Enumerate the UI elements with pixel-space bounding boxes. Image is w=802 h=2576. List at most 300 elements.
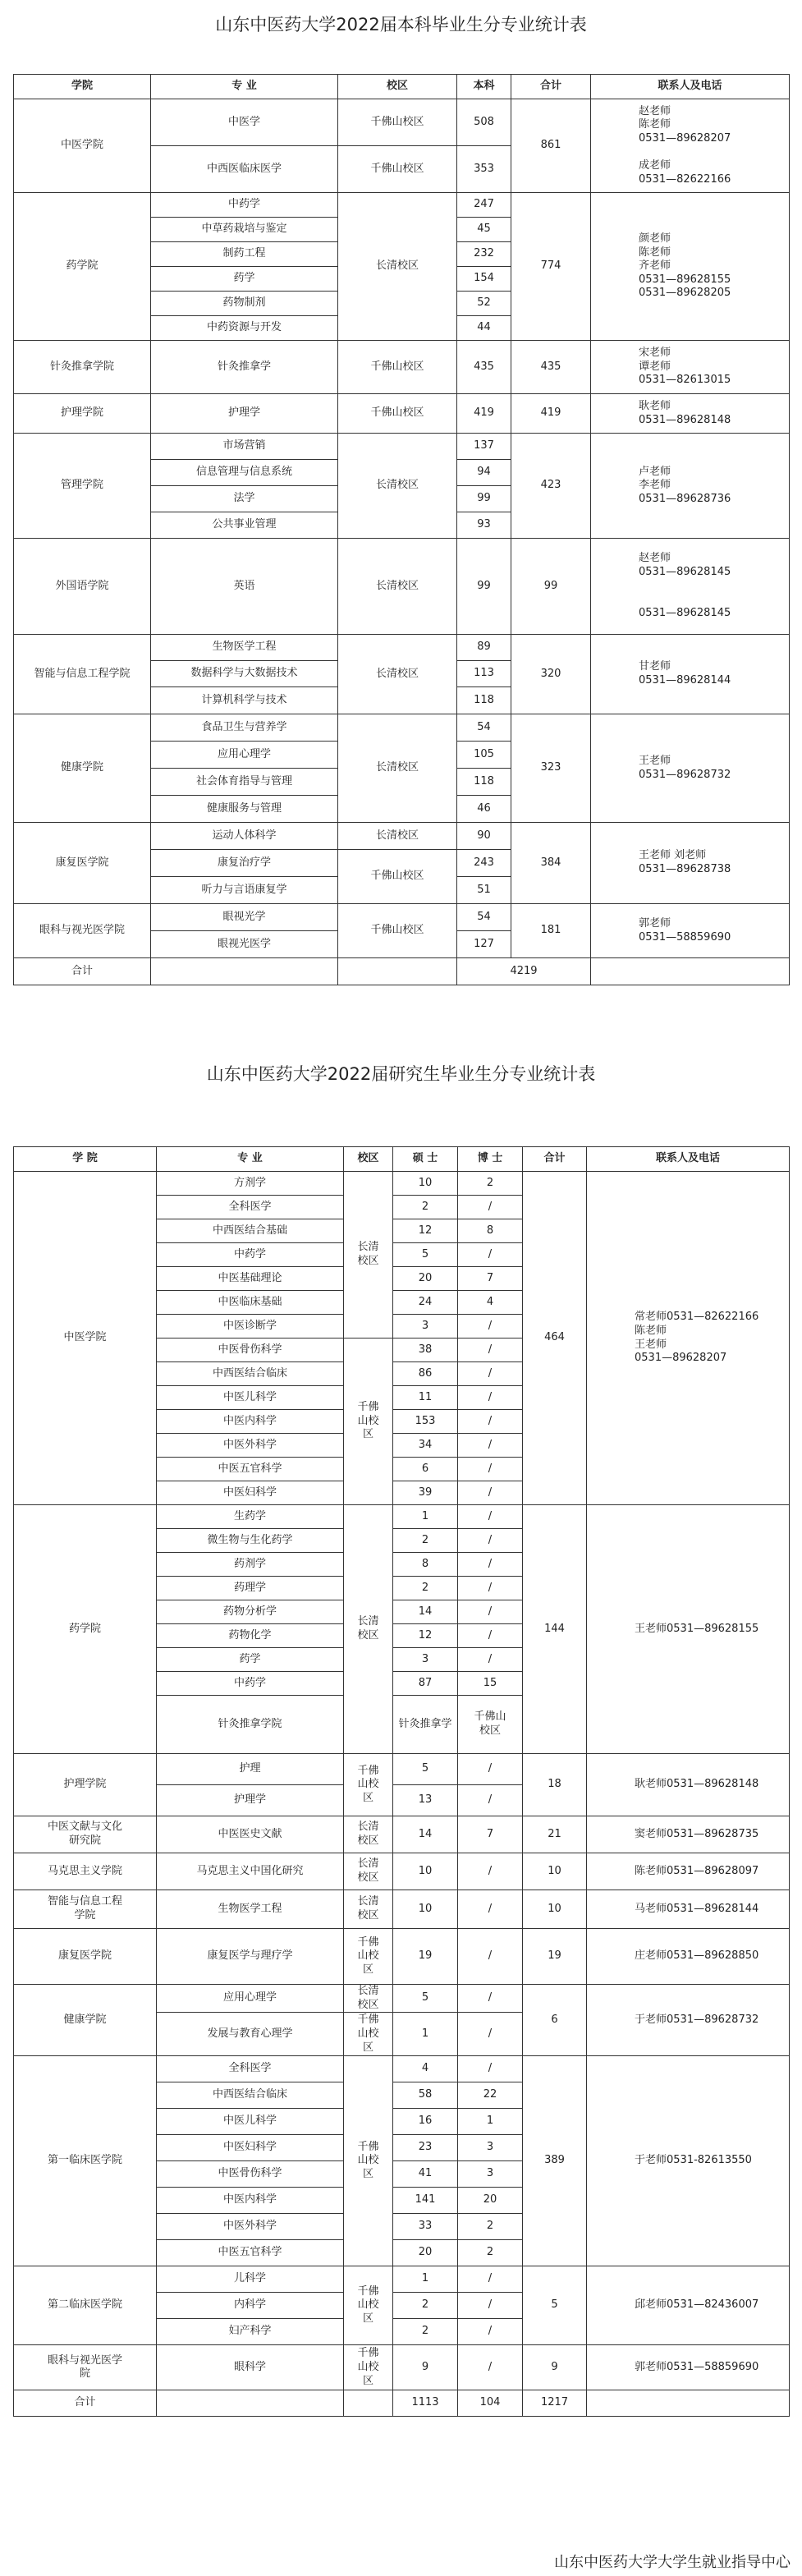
cell-major: 护理学: [157, 1785, 344, 1816]
cell-master: 34: [393, 1434, 458, 1458]
cell-doctor: 104: [458, 2390, 523, 2417]
cell-master: 14: [393, 1600, 458, 1624]
cell-college: 康复医学院: [14, 1929, 157, 1985]
cell-major: 中医妇科学: [157, 2135, 344, 2161]
cell-master: 9: [393, 2345, 458, 2390]
cell-major: 微生物与生化药学: [157, 1529, 344, 1553]
cell-major: 中医内科学: [157, 1410, 344, 1434]
cell-doctor: 7: [458, 1816, 523, 1853]
cell-doctor: 2: [458, 2214, 523, 2240]
cell-campus: 千佛山校区: [458, 1696, 523, 1754]
cell-doctor: /: [458, 1386, 523, 1410]
cell-doctor: /: [458, 1985, 523, 2013]
column-header: 校区: [338, 75, 457, 99]
cell-major: 中医妇科学: [157, 1481, 344, 1505]
cell-major: 针灸推拿学: [151, 341, 338, 394]
cell-doctor: /: [458, 1785, 523, 1816]
cell-college: 合计: [14, 958, 151, 985]
cell-master: 2: [393, 2293, 458, 2319]
contact-line: 0531—82613015: [639, 374, 731, 387]
cell-master: 20: [393, 1267, 458, 1291]
cell-total: 4219: [457, 958, 591, 985]
contact-line: 齐老师: [639, 259, 671, 273]
cell-contact: [591, 904, 790, 958]
cell-contact: [587, 1172, 790, 1505]
cell-total: 1217: [523, 2390, 587, 2417]
cell-college: 眼科与视光医学院: [14, 904, 151, 958]
table-row: [14, 99, 790, 146]
column-header: 学 院: [14, 1147, 157, 1172]
cell-doctor: /: [458, 1577, 523, 1600]
cell-contact: [591, 714, 790, 823]
table-row: [14, 1816, 790, 1853]
column-header: 合计: [523, 1147, 587, 1172]
contact-line: 于老师0531—89628732: [635, 2013, 759, 2026]
contact-line: 0531—89628736: [639, 492, 731, 505]
cell-campus: 千佛山校区: [344, 2013, 393, 2056]
cell-major: 生物医学工程: [157, 1890, 344, 1929]
cell-count: 137: [457, 434, 511, 460]
cell-major: 药物化学: [157, 1624, 344, 1648]
cell-doctor: 20: [458, 2188, 523, 2214]
cell-major: 应用心理学: [151, 742, 338, 769]
cell-campus: 千佛山校区: [344, 2266, 393, 2345]
cell-doctor: /: [458, 1196, 523, 1219]
cell-major: 中药学: [151, 193, 338, 218]
cell-master: 41: [393, 2161, 458, 2188]
cell-college: 管理学院: [14, 434, 151, 539]
cell-major: 全科医学: [157, 1196, 344, 1219]
contact-line: 0531—82622166: [639, 172, 731, 186]
table-row: [14, 1890, 790, 1929]
cell-major: 眼科学: [157, 2345, 344, 2390]
column-header: 校区: [344, 1147, 393, 1172]
undergrad-stats-table: [13, 74, 790, 985]
cell-contact: [591, 823, 790, 904]
table-row: [14, 635, 790, 661]
cell-master: 20: [393, 2240, 458, 2266]
cell-campus: 千佛山校区: [338, 99, 457, 146]
contact-line: 0531—89628732: [639, 768, 731, 781]
cell-major: 数据科学与大数据技术: [151, 661, 338, 687]
cell-college: 智能与信息工程学院: [14, 635, 151, 714]
cell-college: 中医学院: [14, 1172, 157, 1505]
cell-master: 24: [393, 1291, 458, 1315]
cell-major: 健康服务与管理: [151, 796, 338, 823]
cell-count: 93: [457, 512, 511, 539]
cell-contact: [587, 2390, 790, 2417]
table-row: [14, 2266, 790, 2293]
table-header-row: [14, 75, 790, 99]
cell-contact: [587, 2266, 790, 2345]
cell-total: 9: [523, 2345, 587, 2390]
cell-count: 118: [457, 769, 511, 796]
cell-major: 中医外科学: [157, 2214, 344, 2240]
cell-total: 464: [523, 1172, 587, 1505]
cell-major: 制药工程: [151, 242, 338, 267]
cell-doctor: /: [458, 2266, 523, 2293]
column-header: 专 业: [151, 75, 338, 99]
contact-line: 0531—89628738: [639, 863, 731, 875]
cell-campus: 长清校区: [338, 714, 457, 823]
table-row: [14, 394, 790, 434]
cell-major: 法学: [151, 486, 338, 512]
cell-total: 144: [523, 1505, 587, 1754]
cell-doctor: /: [458, 2056, 523, 2082]
cell-college: 药学院: [14, 193, 151, 341]
table-row: [14, 1754, 790, 1785]
cell-doctor: /: [458, 1890, 523, 1929]
cell-major: 信息管理与信息系统: [151, 460, 338, 486]
cell-doctor: 22: [458, 2082, 523, 2109]
table-row: [14, 1929, 790, 1985]
cell-major: 中医医史文献: [157, 1816, 344, 1853]
contact-line: 庄老师0531—89628850: [635, 1949, 759, 1963]
cell-major: 中医五官科学: [157, 1458, 344, 1481]
cell-campus: 千佛山校区: [338, 904, 457, 958]
cell-major: 眼视光医学: [151, 931, 338, 958]
cell-campus: 千佛山校区: [344, 1929, 393, 1985]
cell-major: 社会体育指导与管理: [151, 769, 338, 796]
cell-college: 第一临床医学院: [14, 2056, 157, 2266]
table-header-row: [14, 1147, 790, 1172]
cell-contact: [587, 2345, 790, 2390]
cell-doctor: 15: [458, 1672, 523, 1696]
cell-total: 21: [523, 1816, 587, 1853]
cell-master: 87: [393, 1672, 458, 1696]
cell-count: 419: [457, 394, 511, 434]
cell-master: 5: [393, 1985, 458, 2013]
cell-count: 113: [457, 661, 511, 687]
cell-doctor: 1: [458, 2109, 523, 2135]
cell-major: 马克思主义中国化研究: [157, 1853, 344, 1890]
contact-line: 郭老师: [639, 916, 671, 930]
cell-major: 中医学: [151, 99, 338, 146]
cell-campus: 千佛山校区: [338, 341, 457, 394]
cell-college: 健康学院: [14, 714, 151, 823]
cell-doctor: 3: [458, 2135, 523, 2161]
cell-contact: [587, 1816, 790, 1853]
contact-line: 陈老师0531—89628097: [635, 1864, 759, 1877]
cell-major: 康复治疗学: [151, 850, 338, 877]
cell-doctor: /: [458, 1315, 523, 1339]
cell-doctor: /: [458, 1648, 523, 1672]
contact-line: 耿老师: [639, 399, 671, 412]
contact-line: 王老师: [639, 754, 671, 767]
cell-contact: [587, 1929, 790, 1985]
grad-stats-table: [13, 1146, 790, 2417]
cell-total: 5: [523, 2266, 587, 2345]
cell-count: 94: [457, 460, 511, 486]
cell-count: 54: [457, 714, 511, 742]
cell-college: 针灸推拿学院: [157, 1696, 344, 1754]
table-row: [14, 1172, 790, 1196]
cell-campus: 长清校区: [338, 635, 457, 714]
cell-major: 中药学: [157, 1243, 344, 1267]
cell-campus: 长清校区: [344, 1890, 393, 1929]
cell-master: 2: [393, 1577, 458, 1600]
cell-major: 英语: [151, 539, 338, 635]
cell-contact: [587, 1754, 790, 1816]
table-row: [14, 2056, 790, 2082]
contact-line: 李老师: [639, 479, 671, 492]
cell-count: 52: [457, 292, 511, 316]
cell-contact: [587, 1985, 790, 2056]
cell-campus: 长清校区: [344, 1172, 393, 1339]
contact-line: 马老师0531—89628144: [635, 1902, 759, 1915]
cell-count: 243: [457, 850, 511, 877]
cell-count: 44: [457, 316, 511, 341]
cell-count: 232: [457, 242, 511, 267]
contact-line: 邱老师0531—82436007: [635, 2298, 759, 2312]
cell-campus: 千佛山校区: [344, 2345, 393, 2390]
cell-college: 健康学院: [14, 1985, 157, 2056]
cell-doctor: /: [458, 1929, 523, 1985]
cell-major: 全科医学: [157, 2056, 344, 2082]
cell-total: 18: [523, 1754, 587, 1816]
cell-doctor: /: [458, 2293, 523, 2319]
cell-count: 435: [457, 341, 511, 394]
cell-major: 儿科学: [157, 2266, 344, 2293]
cell-college: 眼科与视光医学院: [14, 2345, 157, 2390]
cell-college: 护理学院: [14, 394, 151, 434]
column-header: 合计: [511, 75, 591, 99]
undergrad-table-title: 山东中医药大学2022届本科毕业生分专业统计表: [215, 15, 587, 34]
cell-college: 智能与信息工程学院: [14, 1890, 157, 1929]
table-row: [14, 2345, 790, 2390]
cell-major: 康复医学与理疗学: [157, 1929, 344, 1985]
cell-campus: 长清校区: [338, 193, 457, 341]
cell-major: 中医内科学: [157, 2188, 344, 2214]
cell-major: 市场营销: [151, 434, 338, 460]
cell-count: 118: [457, 687, 511, 714]
cell-campus: 长清校区: [344, 1505, 393, 1754]
cell-major: 针灸推拿学: [393, 1696, 458, 1754]
cell-master: 5: [393, 1243, 458, 1267]
cell-campus: 长清校区: [344, 1853, 393, 1890]
cell-campus: [338, 958, 457, 985]
cell-master: 14: [393, 1816, 458, 1853]
cell-major: 中医儿科学: [157, 1386, 344, 1410]
cell-campus: 千佛山校区: [344, 2056, 393, 2266]
cell-master: 1: [393, 2013, 458, 2056]
cell-major: 护理: [157, 1754, 344, 1785]
cell-campus: [344, 2390, 393, 2417]
contact-line: 0531—89628144: [639, 674, 731, 686]
cell-doctor: /: [458, 1600, 523, 1624]
contact-line: [639, 580, 789, 594]
cell-major: 药学: [157, 1648, 344, 1672]
cell-count: 54: [457, 904, 511, 931]
cell-total: 181: [511, 904, 591, 958]
cell-doctor: /: [458, 2319, 523, 2345]
cell-master: 19: [393, 1929, 458, 1985]
cell-major: 药剂学: [157, 1553, 344, 1577]
cell-master: 2: [393, 1196, 458, 1219]
cell-college: 康复医学院: [14, 823, 151, 904]
cell-master: 3: [393, 1648, 458, 1672]
footer-org: 山东中医药大学大学生就业指导中心: [554, 2554, 791, 2571]
cell-major: 中医诊断学: [157, 1315, 344, 1339]
cell-major: 妇产科学: [157, 2319, 344, 2345]
cell-master: 23: [393, 2135, 458, 2161]
contact-line: 赵老师: [639, 104, 671, 117]
cell-doctor: 2: [458, 1172, 523, 1196]
contact-line: 谭老师: [639, 360, 671, 373]
cell-college: 药学院: [14, 1505, 157, 1754]
contact-line: 陈老师: [639, 246, 671, 259]
cell-count: 99: [457, 539, 511, 635]
cell-major: 护理学: [151, 394, 338, 434]
cell-master: 39: [393, 1481, 458, 1505]
cell-contact: [591, 394, 790, 434]
cell-master: 6: [393, 1458, 458, 1481]
cell-contact: [587, 1853, 790, 1890]
cell-major: 运动人体科学: [151, 823, 338, 850]
cell-major: 药学: [151, 267, 338, 292]
cell-major: [157, 2390, 344, 2417]
cell-total: 389: [523, 2056, 587, 2266]
cell-major: 公共事业管理: [151, 512, 338, 539]
cell-master: 16: [393, 2109, 458, 2135]
table-row: [14, 1985, 790, 2013]
contact-line: 王老师: [635, 1338, 667, 1351]
contact-line: 0531—89628148: [639, 413, 731, 426]
grad-table-title: 山东中医药大学2022届研究生毕业生分专业统计表: [206, 1064, 596, 1084]
cell-master: 58: [393, 2082, 458, 2109]
table-row: [14, 1853, 790, 1890]
column-header: 学院: [14, 75, 151, 99]
cell-master: 86: [393, 1362, 458, 1386]
cell-campus: 长清校区: [338, 539, 457, 635]
cell-master: 8: [393, 1553, 458, 1577]
contact-line: 0531—89628155: [639, 273, 731, 286]
cell-doctor: 7: [458, 1267, 523, 1291]
cell-doctor: 8: [458, 1219, 523, 1243]
cell-major: 方剂学: [157, 1172, 344, 1196]
cell-total: 384: [511, 823, 591, 904]
cell-master: 10: [393, 1853, 458, 1890]
table-row: [14, 539, 790, 635]
contact-line: 陈老师: [639, 118, 671, 131]
column-header: 硕 士: [393, 1147, 458, 1172]
cell-total: 19: [523, 1929, 587, 1985]
contact-line: 颜老师: [639, 232, 671, 245]
cell-master: 5: [393, 1754, 458, 1785]
cell-campus: 长清校区: [338, 823, 457, 850]
cell-major: 听力与言语康复学: [151, 877, 338, 904]
table-row: [14, 341, 790, 394]
cell-major: 药物制剂: [151, 292, 338, 316]
cell-contact: [591, 341, 790, 394]
cell-college: 中医学院: [14, 99, 151, 193]
table-row: [14, 904, 790, 931]
cell-contact: [591, 193, 790, 341]
cell-contact: [587, 2056, 790, 2266]
cell-doctor: /: [458, 1481, 523, 1505]
cell-master: 4: [393, 2056, 458, 2082]
column-header: 本科: [457, 75, 511, 99]
column-header: 博 士: [458, 1147, 523, 1172]
contact-line: 0531—89628207: [635, 1352, 727, 1365]
cell-total: 419: [511, 394, 591, 434]
cell-master: 141: [393, 2188, 458, 2214]
cell-doctor: 4: [458, 1291, 523, 1315]
cell-contact: [591, 99, 790, 193]
cell-doctor: /: [458, 2345, 523, 2390]
cell-major: [151, 958, 338, 985]
cell-count: 45: [457, 218, 511, 242]
column-header: 联系人及电话: [587, 1147, 790, 1172]
contact-line: 成老师: [639, 159, 671, 172]
cell-college: 马克思主义学院: [14, 1853, 157, 1890]
cell-count: 46: [457, 796, 511, 823]
table-row: [14, 823, 790, 850]
cell-major: 中西医结合临床: [157, 2082, 344, 2109]
contact-line: 常老师0531—82622166: [635, 1311, 759, 1324]
contact-line: 耿老师0531—89628148: [635, 1778, 759, 1791]
cell-contact: [591, 958, 790, 985]
cell-master: 2: [393, 2319, 458, 2345]
contact-line: 陈老师: [635, 1324, 667, 1337]
cell-campus: 千佛山校区: [344, 1754, 393, 1816]
contact-line: [639, 146, 789, 160]
cell-master: 2: [393, 1529, 458, 1553]
contact-line: 0531—89628205: [639, 287, 731, 300]
cell-major: 中药资源与开发: [151, 316, 338, 341]
cell-doctor: 2: [458, 2240, 523, 2266]
cell-doctor: /: [458, 1624, 523, 1648]
cell-total: 774: [511, 193, 591, 341]
cell-master: 38: [393, 1339, 458, 1362]
contact-line: 于老师0531-82613550: [635, 2154, 752, 2167]
contact-line: 王老师 刘老师: [639, 849, 707, 862]
cell-master: 3: [393, 1315, 458, 1339]
cell-major: 中医临床基础: [157, 1291, 344, 1315]
cell-total: 320: [511, 635, 591, 714]
cell-total: 435: [511, 341, 591, 394]
cell-major: 中医基础理论: [157, 1267, 344, 1291]
cell-college: 第二临床医学院: [14, 2266, 157, 2345]
cell-count: 89: [457, 635, 511, 661]
cell-master: 11: [393, 1386, 458, 1410]
cell-count: 90: [457, 823, 511, 850]
cell-doctor: /: [458, 1410, 523, 1434]
cell-doctor: /: [458, 1362, 523, 1386]
cell-major: 药物分析学: [157, 1600, 344, 1624]
cell-total: 6: [523, 1985, 587, 2056]
contact-line: 0531—58859690: [639, 930, 731, 944]
cell-major: 药理学: [157, 1577, 344, 1600]
cell-doctor: /: [458, 1243, 523, 1267]
cell-master: 1: [393, 1505, 458, 1529]
cell-campus: 长清校区: [344, 1985, 393, 2013]
cell-major: 中西医结合基础: [157, 1219, 344, 1243]
cell-contact: [587, 1505, 790, 1754]
cell-count: 353: [457, 146, 511, 193]
cell-total: 861: [511, 99, 591, 193]
cell-campus: 千佛山校区: [338, 850, 457, 904]
cell-major: 中医骨伤科学: [157, 2161, 344, 2188]
cell-major: 中草药栽培与鉴定: [151, 218, 338, 242]
cell-doctor: /: [458, 2013, 523, 2056]
cell-doctor: /: [458, 1339, 523, 1362]
cell-major: 内科学: [157, 2293, 344, 2319]
contact-line: 王老师0531—89628155: [635, 1622, 759, 1635]
cell-contact: [591, 635, 790, 714]
cell-total: 10: [523, 1853, 587, 1890]
cell-major: 中药学: [157, 1672, 344, 1696]
